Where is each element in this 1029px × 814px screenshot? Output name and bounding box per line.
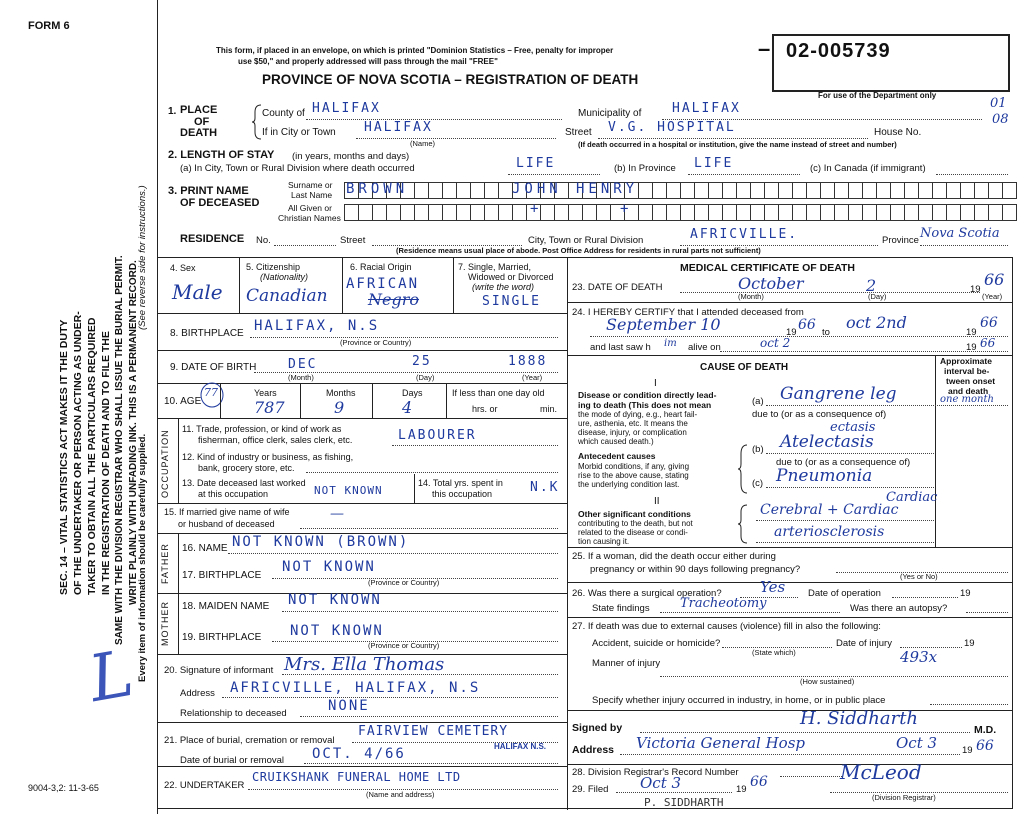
birthplace-label: 8. BIRTHPLACE [170,328,244,339]
age-day-note: If less than one day old [452,388,545,398]
alive-year: 66 [980,336,996,350]
given-label-2: Christian Names [278,213,341,223]
burial-place-label: 21. Place of burial, cremation or removal [164,735,335,746]
mother-side: MOTHER [160,601,170,646]
page-title: PROVINCE OF NOVA SCOTIA – REGISTRATION OF DEATH [262,72,639,87]
city-line [356,138,556,139]
stay-sub: (in years, months and days) [292,151,410,162]
margin-line-6: WRITE PLAINLY WITH UNFADING INK. THIS IS A PERMANENT RECORD. [128,260,139,605]
informant-address: AFRICVILLE, HALIFAX, N.S [230,680,481,696]
interval-a: one month [940,394,994,405]
q27-state-which: (State which) [752,648,796,657]
alive-mid: alive on [688,342,721,353]
q13b: at this occupation [198,489,269,499]
rule-right [1012,257,1013,808]
other-2: contributing to the death, but not [578,519,693,528]
direct-3: the mode of dying, e.g., heart fail- [578,410,698,419]
q27-year-prefix: 19 [964,638,975,649]
rule-after-birthplace [158,350,567,351]
dob-month: DEC [288,357,318,372]
dob-label: 9. DATE OF BIRTH [170,362,257,373]
margin-handwritten-mark: L [83,636,139,718]
city-value: HALIFAX [364,120,433,135]
age-months-label: Months [326,388,356,398]
form-code: 9004-3,2: 11-3-65 [28,783,99,793]
residence-province-label: Province [882,235,919,246]
trade-value: LABOURER [398,428,477,443]
death-month: October [738,274,804,293]
cit-value: Canadian [246,286,328,306]
city-label: If in City or Town [262,127,336,138]
registrar-caption: (Division Registrar) [872,793,936,802]
rule-after-26 [567,617,1013,618]
alive-suffix: im [664,338,677,349]
rule-after-occ [158,503,567,504]
mother-caption: (Province or Country) [368,641,440,650]
margin-rule [157,0,158,814]
rule-after-cause [567,547,1013,548]
dob-cap-month: (Month) [288,373,314,382]
race-label: 6. Racial Origin [350,262,412,272]
rule-after-dod [567,302,1013,303]
place-label-1: PLACE [180,104,218,116]
signed-label: Signed by [572,722,623,734]
informant-addr-label: Address [180,688,215,699]
q23-label: 23. DATE OF DEATH [572,282,663,293]
q26-date-label: Date of operation [808,588,881,599]
signed-date: Oct 3 [896,734,938,752]
stay-c-line [936,174,1008,175]
cit-sub: (Nationality) [260,272,309,282]
q13: 13. Date deceased last worked [182,478,306,488]
marital-value: SINGLE [482,294,541,309]
other-brace [738,504,748,544]
burial-place: FAIRVIEW CEMETERY [358,724,509,739]
undertaker-caption: (Name and address) [366,790,435,799]
q26-answer: Yes [760,578,786,596]
footer-stamp: P. SIDDHARTH [644,796,724,809]
due-to-2: due to (or as a consequence of) [776,457,911,468]
other-3: related to the disease or condi- [578,528,688,537]
ante-1: Antecedent causes [578,451,656,461]
age-months: 9 [334,398,345,417]
margin-line-2: OF THE UNDERTAKER OR PERSON ACTING AS UNDER- [72,311,84,595]
q12b: bank, grocery store, etc. [198,463,295,473]
street-label: Street [565,127,592,138]
residence-street-label: Street [340,235,366,246]
surname-label-1: Surname or [288,180,333,190]
rule-age-split [446,383,447,418]
informant-signature: Mrs. Ella Thomas [284,654,445,675]
cause-title: CAUSE OF DEATH [700,362,789,373]
county-value: HALIFAX [312,101,381,116]
stay-b-label: (b) In Province [614,163,676,174]
signed-md: M.D. [974,724,997,736]
age-circle-mark [198,382,228,412]
filed-year-prefix: 19 [736,784,747,795]
cause-c-label: (c) [752,478,764,489]
rule-race [453,257,454,313]
last-worked-value: NOT KNOWN [314,484,383,497]
municipality-label: Municipality of [578,108,642,119]
father-name-label: 16. NAME [182,543,228,554]
mother-birthplace: NOT KNOWN [290,623,384,639]
q25-caption: (Yes or No) [900,572,938,581]
father-bp-label: 17. BIRTHPLACE [182,570,262,581]
rule-occ-side [178,418,179,503]
dob-year: 1888 [508,354,548,369]
due-to-1: due to (or as a consequence of) [752,409,887,420]
to-year-prefix: 19 [966,327,977,338]
direct-5: disease, injury, or complication [578,428,687,437]
other-line-2: arteriosclerosis [774,524,885,540]
given-boxes [344,204,1017,220]
race-value: AFRICAN [346,276,420,292]
place-label-2: OF [194,116,210,128]
surname-label-2: Last Name [291,190,333,200]
stay-a-value: LIFE [516,156,556,171]
given-mark-2: + [620,201,631,217]
q27-injury-date-label: Date of injury [836,638,892,649]
birthplace-caption: (Province or Country) [340,338,412,347]
death-day: 2 [866,276,877,295]
q11b: fisherman, office clerk, sales clerk, etc. [198,435,353,445]
form-number: FORM 6 [28,20,70,32]
mother-bp-label: 19. BIRTHPLACE [182,632,262,643]
q14: 14. Total yrs. spent in [418,478,503,488]
birthplace-value: HALIFAX, N.S [254,318,380,334]
q26-year-prefix: 19 [960,588,971,599]
ante-brace [738,444,748,494]
marital-label-1: 7. Single, Married, [458,262,532,272]
age-circle: 77 [204,386,218,399]
ante-2: Morbid conditions, if any, giving [578,462,690,471]
q27-sustained: (How sustained) [800,677,855,686]
attended-from-year: 66 [798,317,816,333]
margin-line-5: SAME WITH THE DIVISION REGISTRAR WHO SHALL ISSUE THE BURIAL PERMIT. [114,255,125,645]
age-days: 4 [402,398,413,417]
roman-1: I [654,378,657,389]
margin-line-7: Every item of information should be carefully supplied. [137,433,148,682]
q12: 12. Kind of industry or business, as fishing, [182,452,354,462]
q25-line-1: 25. If a woman, did the death occur either during [572,551,776,562]
reg-number: 02-005739 [786,40,891,62]
interval-3: tween onset [946,376,996,386]
place-num: 1. [168,106,177,117]
rule-after-age [158,418,567,419]
other-1: Other significant conditions [578,509,691,519]
race-struck: Negro [368,290,419,309]
father-birthplace: NOT KNOWN [282,559,376,575]
cause-a: Gangrene leg [780,384,897,404]
sex-value: Male [172,280,223,304]
dob-cap-year: (Year) [522,373,543,382]
given-name-2: HENRY [576,181,639,197]
age-min: min. [540,404,558,414]
burial-date: OCT. 4/66 [312,746,406,762]
q15: 15. If married give name of wife [164,507,290,517]
surname-boxes [344,182,1017,198]
medical-title: MEDICAL CERTIFICATE OF DEATH [680,262,855,274]
signed-signature: H. Siddharth [800,708,919,729]
stay-c-label: (c) In Canada (if immigrant) [810,163,926,174]
q26-findings: Tracheotomy [680,596,767,611]
undertaker-label: 22. UNDERTAKER [164,780,245,791]
attended-to-year: 66 [980,315,998,331]
q25-line-2: pregnancy or within 90 days following pregnancy? [590,564,801,575]
age-days-label: Days [402,388,423,398]
given-name-1: JOHN [512,181,562,197]
rule-main-top [158,257,1013,258]
dept-code-2: 08 [992,112,1009,127]
surname-value: BROWN [346,181,409,197]
other-insert: Cardiac [886,490,938,505]
age-hrs: hrs. or [472,404,498,414]
age-years-label: Years [254,388,277,398]
direct-2: ing to death (This does not mean [578,400,712,410]
stay-b-value: LIFE [694,156,734,171]
cause-b-label: (b) [752,444,764,455]
cause-b-insert: ectasis [830,420,876,435]
county-line [306,119,562,120]
dob-cap-day: (Day) [416,373,435,382]
direct-6: which caused death.) [578,437,654,446]
header-note-1: This form, if placed in an envelope, on which is printed "Dominion Statistics – Free, penalty for improper [216,46,614,55]
name-label-2: OF DECEASED [180,197,260,209]
alive-label: and last saw h [590,342,651,353]
q11: 11. Trade, profession, or kind of work as [182,424,342,434]
residence-city-label: City, Town or Rural Division [528,235,644,246]
alive-date: oct 2 [760,336,791,350]
father-name: NOT KNOWN (BROWN) [232,534,410,550]
cause-c: Pneumonia [776,466,873,486]
rule-after-informant [158,722,567,723]
interval-1: Approximate [940,356,992,366]
attended-from: September 10 [606,315,721,334]
rule-bottom [158,808,1013,809]
given-mark-1: + [530,201,541,217]
ante-4: the underlying condition last. [578,480,680,489]
rule-interval [935,355,936,547]
registrar-signature: McLeod [840,760,922,784]
place-brace [252,104,262,140]
attended-to-label: to [822,327,830,338]
q29-label: 29. Filed [572,784,609,795]
q27-manner-label: Manner of injury [592,658,661,669]
reg-dash: – [758,36,771,61]
q27-accident-label: Accident, suicide or homicide? [592,638,721,649]
informant-rel-label: Relationship to deceased [180,708,287,719]
place-label-3: DEATH [180,127,218,139]
name-label-1: 3. PRINT NAME [168,185,249,197]
municipality-value: HALIFAX [672,101,741,116]
q15b: or husband of deceased [178,519,275,529]
street-value: V.G. HOSPITAL [608,120,736,135]
rule-sex [239,257,240,313]
dod-cap-year: (Year) [982,292,1003,301]
rule-cit [342,257,343,313]
sex-label: 4. Sex [170,263,196,273]
rule-after-burial [158,766,567,767]
stay-a-line [508,174,600,175]
total-years-value: N.K [530,480,560,495]
death-year: 66 [984,270,1005,289]
residence-label: RESIDENCE [180,233,245,245]
margin-line-8: (See reverse side for instructions.) [137,185,148,330]
q26-label: 26. Was there a surgical operation? [572,588,722,599]
cause-a-label: (a) [752,396,764,407]
rule-after-25 [567,582,1013,583]
q27-label: 27. If death was due to external causes (violence) fill in also the following: [572,621,881,632]
county-label: County of [262,108,305,119]
q26-autopsy-label: Was there an autopsy? [850,603,948,614]
interval-2: interval be- [944,366,990,376]
header-note-2: use $50," and properly addressed will pass through the mail "FREE" [238,57,498,66]
q26-state-label: State findings [592,603,650,614]
occupation-side: OCCUPATION [160,429,170,498]
margin-line-1: SEC. 14 – VITAL STATISTICS ACT MAKES IT THE DUTY [58,319,70,595]
given-label-1: All Given or [288,203,332,213]
q27-manner-value: 493x [900,648,938,666]
filed-year: 66 [750,774,768,790]
residence-city: AFRICVILLE. [690,227,799,242]
stay-label: 2. LENGTH OF STAY [168,149,275,161]
father-side: FATHER [160,543,170,584]
direct-4: ure, asthenia, etc. It means the [578,419,688,428]
father-caption: (Province or Country) [368,578,440,587]
filed-date: Oct 3 [640,774,682,792]
signed-addr-label: Address [572,744,615,756]
burial-date-label: Date of burial or removal [180,755,285,766]
age-years: 787 [254,398,285,417]
informant-relationship: NONE [328,698,370,714]
signed-year: 66 [976,738,994,754]
dept-code-1: 01 [990,96,1007,111]
ante-3: rise to the above cause, stating [578,471,689,480]
residence-province: Nova Scotia [920,226,1000,241]
spouse-value: — [330,506,344,522]
attended-to: oct 2nd [846,313,907,332]
rule-after-personal [158,313,567,314]
roman-2: II [654,496,660,507]
burial-stamp: HALIFAX N.S. [494,742,547,751]
stay-a-label: (a) In City, Town or Rural Division where death occurred [180,163,415,174]
mother-maiden: NOT KNOWN [288,592,382,608]
cit-label: 5. Citizenship [246,262,301,272]
margin-line-3: TAKER TO OBTAIN ALL THE PARTICULARS REQUIRED [86,317,98,595]
direct-1: Disease or condition directly lead- [578,390,717,400]
marital-label-2: Widowed or Divorced [468,272,554,282]
residence-no-line [274,245,336,246]
q28-label: 28. Division Registrar's Record Number [572,767,739,778]
dob-day: 25 [412,354,432,369]
dod-cap-day: (Day) [868,292,887,301]
signed-year-prefix: 19 [962,745,973,756]
mother-maiden-label: 18. MAIDEN NAME [182,601,270,612]
street-line [598,138,868,139]
cause-b: Atelectasis [780,432,874,452]
informant-sig-label: 20. Signature of informant [164,665,274,676]
q27-specify-label: Specify whether injury occurred in industry, in home, or in public place [592,695,886,706]
hospital-note: (If death occurred in a hospital or institution, give the name instead of street and number) [578,140,897,149]
house-label: House No. [874,127,922,138]
signed-address: Victoria General Hosp [636,734,805,752]
city-caption: (Name) [410,139,436,148]
other-4: tion causing it. [578,537,630,546]
dept-use-label: For use of the Department only [818,91,937,100]
death-year-prefix: 19 [970,284,981,295]
residence-province-line [920,245,1008,246]
other-line-1: Cerebral + Cardiac [760,502,899,518]
rule-center [567,257,568,810]
dod-cap-month: (Month) [738,292,764,301]
residence-note: (Residence means usual place of abode. Post Office Address for residents in rural parts not sufficient) [396,246,761,255]
undertaker-value: CRUIKSHANK FUNERAL HOME LTD [252,770,461,784]
q24-label: 24. I HEREBY CERTIFY that I attended deceased from [572,307,804,318]
margin-line-4: IN THE REGISTRATION OF DEATH AND TO FILE THE [100,331,112,595]
age-label: 10. AGE [164,396,202,407]
marital-label-3: (write the word) [472,282,535,292]
rule-after-signed [567,764,1013,765]
q14b: this occupation [432,489,493,499]
alive-year-prefix: 19 [966,342,977,353]
from-year-prefix: 19 [786,327,797,338]
interval-4: and death [948,386,989,396]
residence-no-label: No. [256,235,271,246]
stay-b-line [688,174,800,175]
rule-after-27 [567,710,1013,711]
